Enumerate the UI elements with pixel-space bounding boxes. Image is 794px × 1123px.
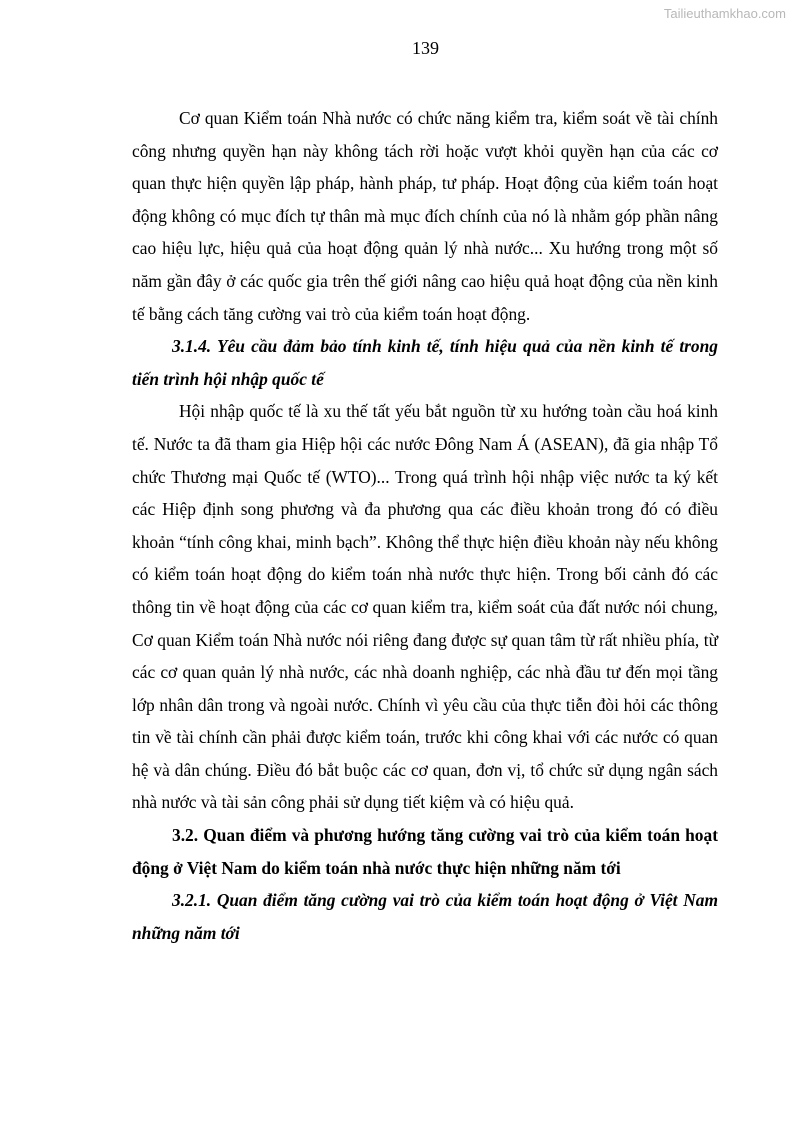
paragraph-international-integration: Hội nhập quốc tế là xu thế tất yếu bắt nguồn từ xu hướng toàn cầu hoá kinh tế. Nước ta đã tham gia Hiệp hội các nước Đông Nam Á (ASEAN), đã gia nhập Tổ chức Thương mại Quốc tế (WTO)... Trong quá trình hội nhập việc nước ta ký kết các Hiệp định song phương và đa phương qua các điều khoản trong đó có điều khoản “tính công khai, minh bạch”. Không thể thực hiện điều khoản này nếu không có kiểm toán hoạt động do kiểm toán nhà nước thực hiện. Trong bối cảnh đó các thông tin về hoạt động của các cơ quan kiểm tra, kiểm soát của đất nước nói chung, Cơ quan Kiểm toán Nhà nước nói riêng đang được sự quan tâm từ rất nhiều phía, từ các cơ quan quản lý nhà nước, các nhà doanh nghiệp, các nhà đầu tư đến mọi tầng lớp nhân dân trong và ngoài nước. Chính vì yêu cầu của thực tiễn đòi hỏi các thông tin về tài chính cần phải được kiểm toán, trước khi công khai với các nước có quan hệ và dân chúng. Điều đó bắt buộc các cơ quan, đơn vị, tổ chức sử dụng ngân sách nhà nước và tài sản công phải sử dụng tiết kiệm và có hiệu quả. [132,401,718,813]
heading-3-2-1: 3.2.1. Quan điểm tăng cường vai trò của kiểm toán hoạt động ở Việt Nam những năm tới [132,890,718,943]
paragraph-audit-role: Cơ quan Kiểm toán Nhà nước có chức năng kiểm tra, kiểm soát về tài chính công nhưng quyền hạn này không tách rời hoặc vượt khỏi quyền hạn của các cơ quan thực hiện quyền lập pháp, hành pháp, tư pháp. Hoạt động của kiểm toán hoạt động không có mục đích tự thân mà mục đích chính của nó là nhằm góp phần nâng cao hiệu lực, hiệu quả của hoạt động quản lý nhà nước... Xu hướng trong một số năm gần đây ở các quốc gia trên thế giới nâng cao hiệu quả hoạt động của nền kinh tế bằng cách tăng cường vai trò của kiểm toán hoạt động. [132,108,718,324]
document-body [132,102,718,949]
watermark: Tailieuthamkhao.com [663,6,786,21]
page-number: 139 [412,38,439,58]
heading-3-1-4: 3.1.4. Yêu cầu đảm bảo tính kinh tế, tính hiệu quả của nền kinh tế trong tiến trình hội nhập quốc tế [132,336,718,389]
heading-3-2: 3.2. Quan điểm và phương hướng tăng cường vai trò của kiểm toán hoạt động ở Việt Nam do kiểm toán nhà nước thực hiện những năm tới [132,825,718,878]
